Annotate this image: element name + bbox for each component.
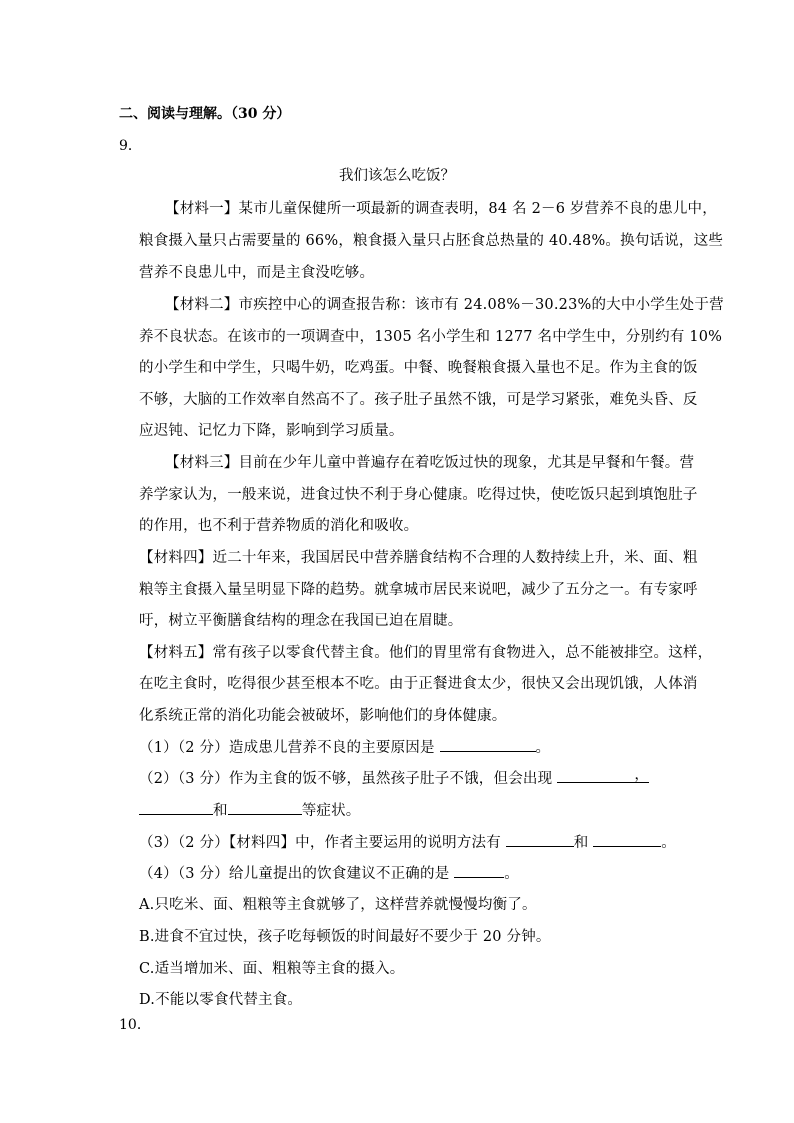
- question-3-suffix: 。: [661, 835, 676, 851]
- question-3-and: 和: [573, 835, 589, 851]
- material-3-line: 【材料三】目前在少年儿童中普遍存在着吃饭过快的现象，尤其是早餐和午餐。营: [165, 455, 695, 471]
- material-5-line: 【材料五】常有孩子以零食代替主食。他们的胃里常有食物进入，总不能被排空。这样，: [139, 645, 713, 661]
- option-c: C.适当增加米、面、粗粮等主食的摄入。: [139, 961, 405, 977]
- answer-blank-2a[interactable]: [557, 768, 649, 783]
- question-3: [139, 831, 676, 852]
- question-2: [139, 767, 649, 788]
- question-1-text: （1）（2 分）造成患儿营养不良的主要原因是: [139, 740, 435, 756]
- material-2-line: 养不良状态。在该市的一项调查中，1305 名小学生和 1277 名中学生中，分别约有 10%: [139, 329, 723, 345]
- material-4-line: 粮等主食摄入量呈明显下降的趋势。就拿城市居民来说吧，减少了五分之一。有专家呼: [139, 582, 698, 598]
- material-3-line: 的作用，也不利于营养物质的消化和吸收。: [139, 518, 419, 534]
- material-1-line: 营养不良患儿中，而是主食没吃够。: [139, 265, 375, 281]
- question-2-continued: [139, 799, 361, 820]
- option-d: D.不能以零食代替主食。: [139, 992, 303, 1008]
- material-2-line: 不够，大脑的工作效率自然高不了。孩子肚子虽然不饿，可是学习紧张，难免头昏、反: [139, 392, 698, 408]
- answer-blank-3b[interactable]: [593, 832, 661, 847]
- question-4-suffix: 。: [504, 866, 519, 882]
- question-1-suffix: 。: [535, 740, 551, 756]
- question-4-text: （4）（3 分）给儿童提出的饮食建议不正确的是: [139, 866, 450, 882]
- section-heading: 二、阅读与理解。（30 分）: [119, 106, 291, 122]
- material-5-line: 化系统正常的消化功能会被破坏，影响他们的身体健康。: [139, 708, 507, 724]
- question-2-text: （2）（3 分）作为主食的饭不够，虽然孩子肚子不饿，但会出现: [139, 771, 553, 787]
- question-4: [139, 862, 519, 883]
- question-10-number: 10．: [119, 1017, 151, 1033]
- material-2-line: 应迟钝、记忆力下降，影响到学习质量。: [139, 423, 404, 439]
- material-2-line: 【材料二】市疾控中心的调查报告称：该市有 24.08%－30.23%的大中小学生处于营: [165, 297, 724, 313]
- material-2-line: 的小学生和中学生，只喝牛奶，吃鸡蛋。中餐、晚餐粮食摄入量也不足。作为主食的饭: [139, 360, 698, 376]
- material-4-line: 【材料四】近二十年来，我国居民中营养膳食结构不合理的人数持续上升，米、面、粗: [139, 550, 698, 566]
- answer-blank-1[interactable]: [440, 737, 536, 752]
- passage-title: 我们该怎么吃饭？: [339, 168, 455, 184]
- material-3-line: 养学家认为，一般来说，进食过快不利于身心健康。吃得过快，使吃饭只起到填饱肚子: [139, 487, 698, 503]
- answer-blank-2c[interactable]: [228, 800, 302, 815]
- material-1-line: 粮食摄入量只占需要量的 66%，粮食摄入量只占胚食总热量的 40.48%。换句话说，这些: [139, 233, 724, 249]
- question-2-comma: ，: [634, 767, 650, 783]
- option-b: B.进食不宜过快，孩子吃每顿饭的时间最好不要少于 20 分钟。: [139, 929, 551, 945]
- question-3-text: （3）（2 分）【材料四】中，作者主要运用的说明方法有: [139, 835, 501, 851]
- question-9-number: 9．: [119, 138, 142, 154]
- answer-blank-3a[interactable]: [506, 832, 574, 847]
- option-a: A.只吃米、面、粗粮等主食就够了，这样营养就慢慢均衡了。: [139, 897, 537, 913]
- answer-blank-4[interactable]: [454, 863, 504, 878]
- question-2-suffix: 等症状。: [301, 803, 361, 819]
- material-4-line: 吁，树立平衡膳食结构的理念在我国已迫在眉睫。: [139, 613, 463, 629]
- material-5-line: 在吃主食时，吃得很少甚至根本不吃。由于正餐进食太少，很快又会出现饥饿，人体消: [139, 676, 698, 692]
- material-1-line: 【材料一】某市儿童保健所一项最新的调查表明，84 名 2－6 岁营养不良的患儿中，: [165, 201, 717, 217]
- question-1: [139, 736, 550, 757]
- answer-blank-2b[interactable]: [139, 800, 213, 815]
- question-2-and: 和: [213, 803, 228, 819]
